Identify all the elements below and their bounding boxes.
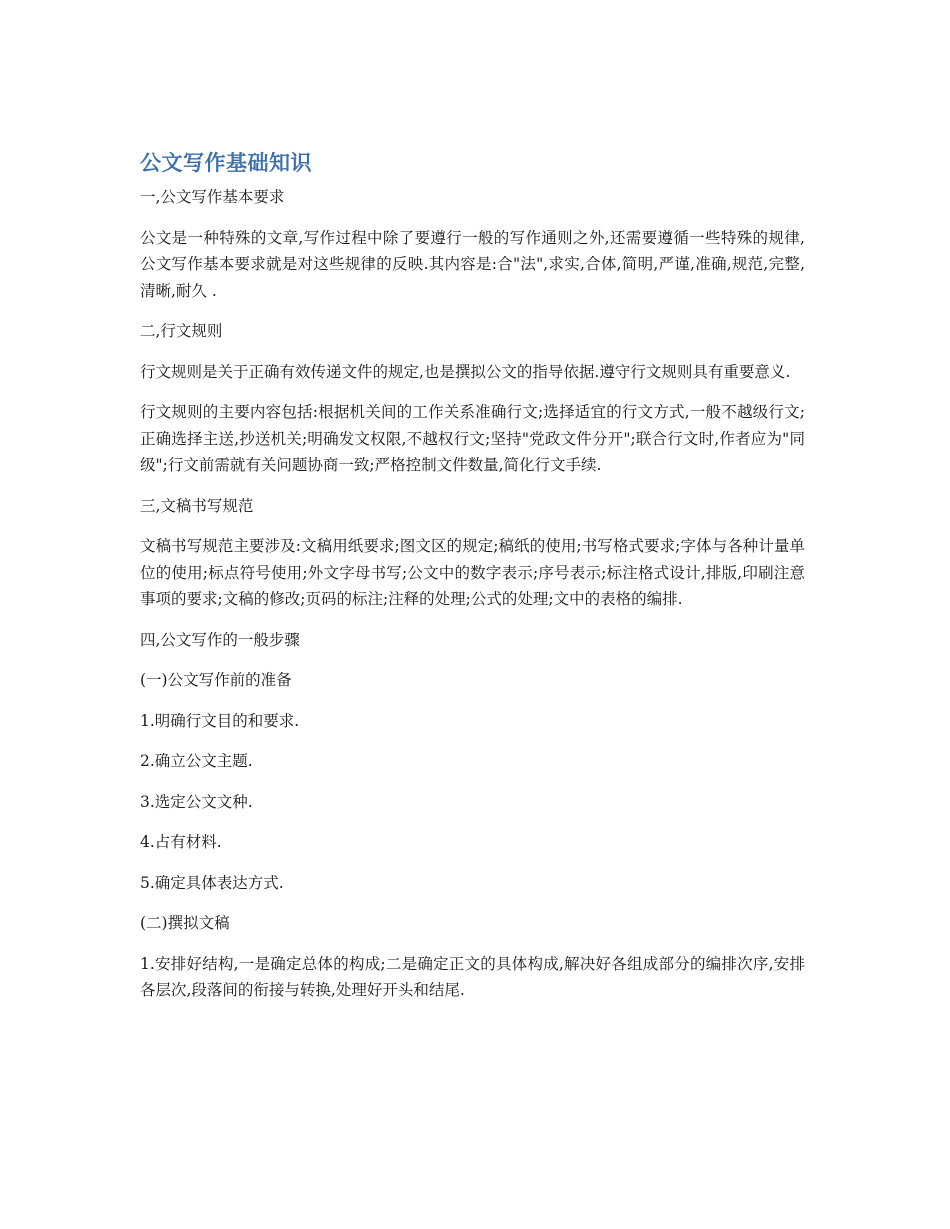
paragraph-writing-standards: 文稿书写规范主要涉及:文稿用纸要求;图文区的规定;稿纸的使用;书写格式要求;字体与各种计量单位的使用;标点符号使用;外文字母书写;公文中的数字表示;序号表示;标注格式设计,排版,印刷注意事项的要求;文稿的修改;页码的标注;注释的处理;公式的处理;文中的表格的编排.: [140, 537, 805, 608]
section-heading-requirements: 一,公文写作基本要求: [140, 188, 285, 206]
document-page: [140, 148, 805, 1018]
paragraph-rules-content: 行文规则的主要内容包括:根据机关间的工作关系准确行文;选择适宜的行文方式,一般不越级行文;正确选择主送,抄送机关;明确发文权限,不越权行文;坚持"党政文件分开";联合行文时,作者应为"同级";行文前需就有关问题协商一致;严格控制文件数量,简化行文手续.: [140, 403, 805, 474]
paragraph-rules-intro: 行文规则是关于正确有效传递文件的规定,也是撰拟公文的指导依据.遵守行文规则具有重要意义.: [140, 362, 791, 381]
subsection-heading-drafting: (二)撰拟文稿: [140, 914, 230, 932]
section-heading-steps: 四,公文写作的一般步骤: [140, 630, 300, 649]
section-heading-writing-standards: 三,文稿书写规范: [140, 496, 254, 515]
section-heading-rules: 二,行文规则: [140, 322, 223, 340]
list-item-step-3: 3.选定公文文种.: [140, 792, 253, 811]
list-item-step-5: 5.确定具体表达方式.: [140, 873, 284, 892]
list-item-step-1: 1.明确行文目的和要求.: [140, 711, 300, 730]
list-item-step-4: 4.占有材料.: [140, 833, 222, 851]
document-body: [140, 184, 805, 1004]
paragraph-requirements: 公文是一种特殊的文章,写作过程中除了要遵行一般的写作通则之外,还需要遵循一些特殊的规律,公文写作基本要求就是对这些规律的反映.其内容是:合"法",求实,合体,简明,严谨,准确,规范,完整,清晰,耐久 .: [140, 228, 805, 300]
subsection-heading-preparation: (一)公文写作前的准备: [140, 671, 292, 689]
document-title: 公文写作基础知识: [140, 151, 312, 175]
list-item-drafting-1: 1.安排好结构,一是确定总体的构成;二是确定正文的具体构成,解决好各组成部分的编排次序,安排各层次,段落间的衔接与转换,处理好开头和结尾.: [140, 954, 805, 999]
list-item-step-2: 2.确立公文主题.: [140, 752, 253, 770]
